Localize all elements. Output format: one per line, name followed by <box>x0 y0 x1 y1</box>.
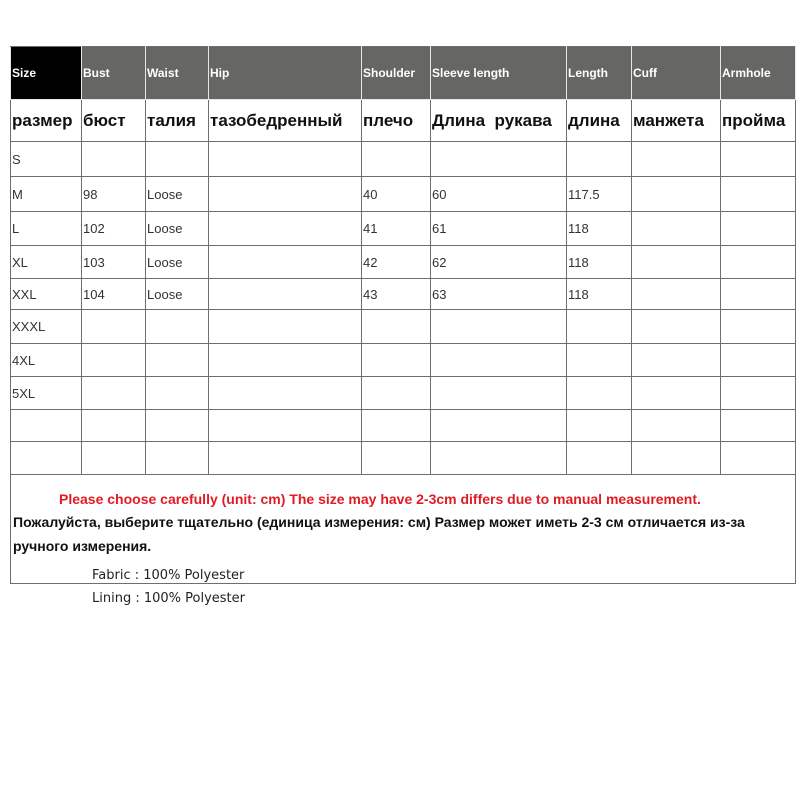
table-cell: 104 <box>82 279 146 310</box>
table-cell <box>431 410 567 442</box>
table-row <box>11 142 796 177</box>
table-cell <box>431 310 567 344</box>
header-ru-sleeve-length: Длина рукава <box>431 100 567 142</box>
header-row-ru <box>11 100 796 142</box>
table-cell <box>721 212 796 246</box>
header-ru-cuff: манжета <box>632 100 721 142</box>
table-cell: Loose <box>146 246 209 279</box>
table-cell: M <box>11 177 82 212</box>
note-russian: Пожалуйста, выберите тщательно (единица измерения: см) Размер может иметь 2-3 см отличается из-за ручного измерения. <box>13 514 745 554</box>
header-waist: Waist <box>146 47 209 100</box>
header-ru-hip: тазобедренный <box>209 100 362 142</box>
header-ru-shoulder: плечо <box>362 100 431 142</box>
table-cell: 62 <box>431 246 567 279</box>
table-cell: 98 <box>82 177 146 212</box>
table-cell <box>431 442 567 475</box>
table-row <box>11 212 796 246</box>
header-length: Length <box>567 47 632 100</box>
table-cell <box>632 212 721 246</box>
table-row <box>11 410 796 442</box>
table-cell <box>721 246 796 279</box>
table-cell <box>11 442 82 475</box>
table-cell <box>362 344 431 377</box>
header-ru-bust: бюст <box>82 100 146 142</box>
table-cell <box>209 212 362 246</box>
table-cell <box>632 410 721 442</box>
table-cell <box>632 279 721 310</box>
table-cell <box>209 310 362 344</box>
table-cell <box>209 344 362 377</box>
table-cell: 63 <box>431 279 567 310</box>
table-cell <box>146 410 209 442</box>
table-cell <box>146 442 209 475</box>
table-cell <box>632 442 721 475</box>
table-row <box>11 344 796 377</box>
table-cell <box>431 377 567 410</box>
table-cell: 4XL <box>11 344 82 377</box>
table-cell: 40 <box>362 177 431 212</box>
table-cell: XXL <box>11 279 82 310</box>
lining-text: Lining : 100% Polyester <box>92 591 245 606</box>
table-cell <box>567 310 632 344</box>
table-cell: Loose <box>146 279 209 310</box>
table-cell <box>721 142 796 177</box>
table-cell <box>721 377 796 410</box>
table-cell: 118 <box>567 246 632 279</box>
header-row-en <box>11 47 796 100</box>
table-cell: XXXL <box>11 310 82 344</box>
table-cell <box>362 310 431 344</box>
table-cell: S <box>11 142 82 177</box>
header-shoulder: Shoulder <box>362 47 431 100</box>
table-row <box>11 377 796 410</box>
table-cell <box>362 377 431 410</box>
table-cell <box>146 377 209 410</box>
table-cell <box>209 410 362 442</box>
table-cell <box>146 142 209 177</box>
table-cell <box>209 177 362 212</box>
table-cell <box>721 310 796 344</box>
table-cell <box>721 410 796 442</box>
table-cell: 103 <box>82 246 146 279</box>
size-chart-table <box>10 46 796 584</box>
table-cell <box>362 142 431 177</box>
header-sleeve-length: Sleeve length <box>431 47 567 100</box>
table-cell: 117.5 <box>567 177 632 212</box>
table-cell <box>209 246 362 279</box>
table-cell: 61 <box>431 212 567 246</box>
header-ru-armhole: пройма <box>721 100 796 142</box>
table-cell <box>721 177 796 212</box>
table-cell <box>632 344 721 377</box>
table-cell <box>82 442 146 475</box>
table-cell <box>146 310 209 344</box>
table-cell <box>209 279 362 310</box>
table-cell: 118 <box>567 212 632 246</box>
table-cell <box>431 344 567 377</box>
header-ru-size: размер <box>11 100 82 142</box>
table-cell <box>362 410 431 442</box>
table-cell: 41 <box>362 212 431 246</box>
material-info <box>92 564 245 610</box>
table-cell <box>82 377 146 410</box>
table-cell <box>632 246 721 279</box>
table-cell <box>82 410 146 442</box>
table-cell <box>567 410 632 442</box>
table-row <box>11 246 796 279</box>
note-english: Please choose carefully (unit: cm) The size may have 2-3cm differs due to manual measurement. <box>59 491 701 507</box>
table-cell <box>721 344 796 377</box>
header-size: Size <box>11 47 82 100</box>
header-cuff: Cuff <box>632 47 721 100</box>
table-row <box>11 177 796 212</box>
table-cell <box>632 377 721 410</box>
table-cell <box>146 344 209 377</box>
table-cell <box>567 377 632 410</box>
table-cell: 5XL <box>11 377 82 410</box>
table-cell: Loose <box>146 177 209 212</box>
table-cell <box>431 142 567 177</box>
header-hip: Hip <box>209 47 362 100</box>
table-cell <box>11 410 82 442</box>
table-cell: 42 <box>362 246 431 279</box>
table-cell: L <box>11 212 82 246</box>
header-armhole: Armhole <box>721 47 796 100</box>
table-cell: 102 <box>82 212 146 246</box>
table-cell <box>82 344 146 377</box>
table-cell: 60 <box>431 177 567 212</box>
table-cell: 43 <box>362 279 431 310</box>
table-cell: Loose <box>146 212 209 246</box>
table-cell <box>82 310 146 344</box>
table-cell <box>362 442 431 475</box>
table-cell: 118 <box>567 279 632 310</box>
table-cell <box>721 442 796 475</box>
table-cell <box>209 142 362 177</box>
table-cell <box>632 142 721 177</box>
table-row <box>11 310 796 344</box>
table-cell <box>567 142 632 177</box>
table-cell <box>209 377 362 410</box>
table-cell <box>632 310 721 344</box>
header-ru-waist: талия <box>146 100 209 142</box>
table-cell: XL <box>11 246 82 279</box>
table-cell <box>721 279 796 310</box>
header-ru-length: длина <box>567 100 632 142</box>
table-cell <box>567 344 632 377</box>
table-cell <box>632 177 721 212</box>
table-cell <box>209 442 362 475</box>
table-row <box>11 442 796 475</box>
table-cell <box>82 142 146 177</box>
fabric-text: Fabric : 100% Polyester <box>92 568 245 583</box>
table-cell <box>567 442 632 475</box>
table-row <box>11 279 796 310</box>
header-bust: Bust <box>82 47 146 100</box>
